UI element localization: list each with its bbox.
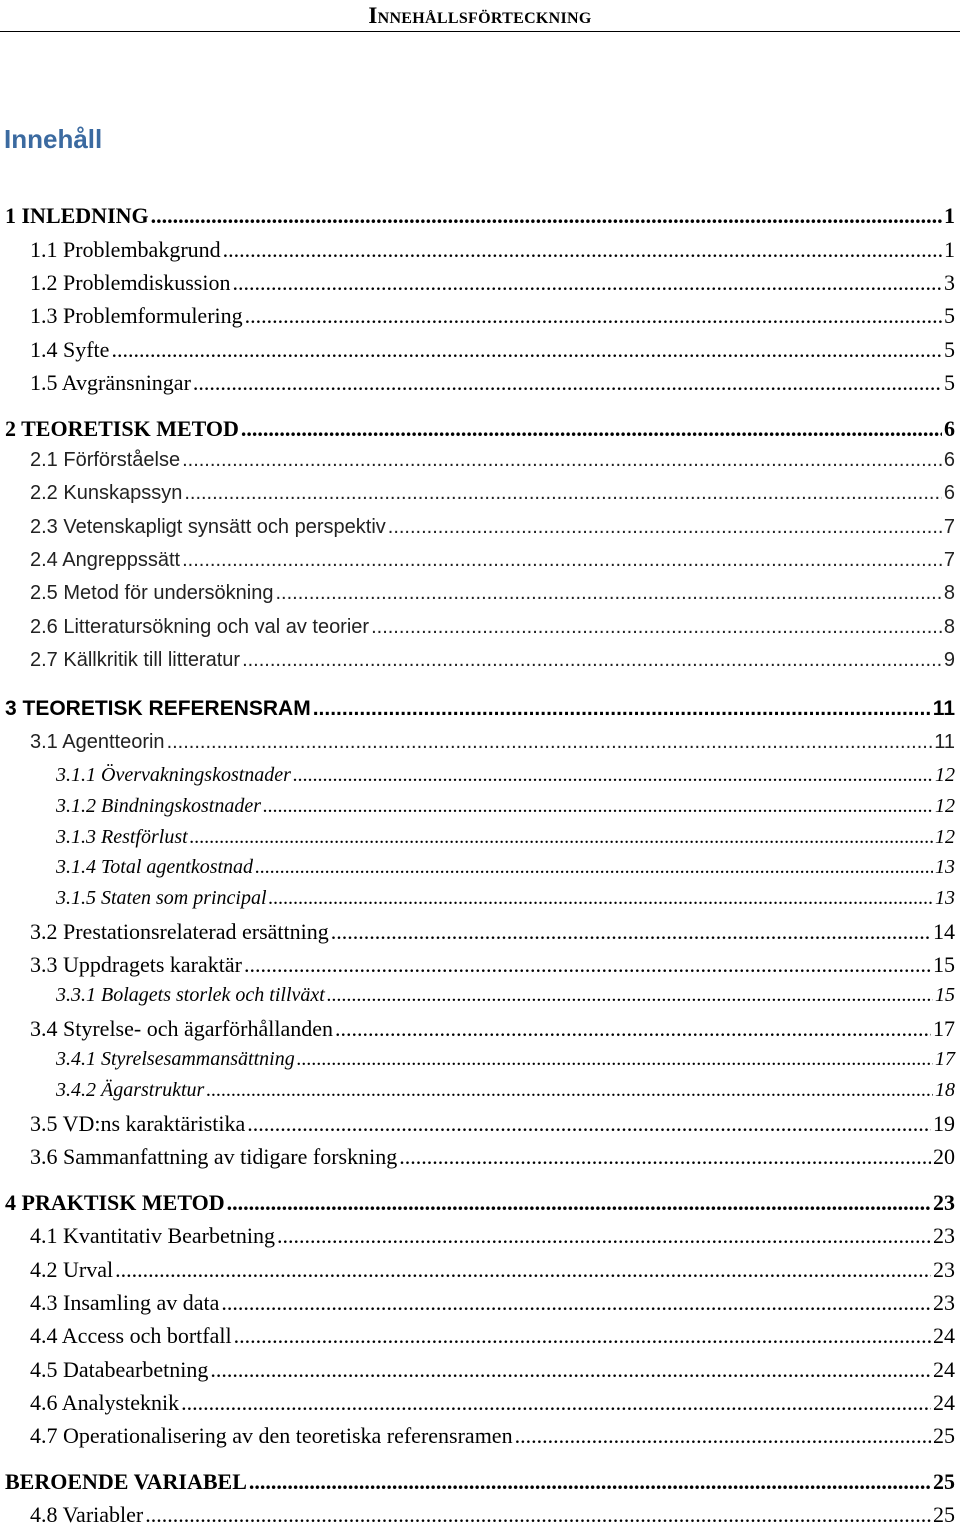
leader-dots — [244, 952, 931, 978]
toc-entry-page: 5 — [944, 303, 955, 328]
leader-dots — [327, 984, 933, 1007]
toc-entry-page: 1 — [944, 203, 955, 228]
toc-entry-page: 8 — [943, 582, 955, 604]
toc-entry[interactable] — [0, 449, 955, 472]
toc-entry-sub[interactable] — [0, 1048, 955, 1071]
toc-entry[interactable] — [0, 337, 955, 363]
toc-entry-page: 11 — [932, 697, 955, 720]
toc-entry-page: 23 — [933, 1257, 955, 1282]
toc-entry-label: 2 TEORETISK METOD — [5, 416, 239, 441]
toc-entry[interactable] — [0, 482, 955, 505]
toc-entry-page: 15 — [933, 952, 955, 977]
toc-entry-sub[interactable] — [0, 1079, 955, 1102]
toc-entry-label: 2.7 Källkritik till litteratur — [30, 649, 241, 671]
toc-entry-label: 3.2 Prestationsrelaterad ersättning — [30, 919, 329, 944]
toc-entry-page: 23 — [933, 1290, 955, 1315]
toc-entry[interactable] — [0, 1257, 955, 1283]
toc-entry-label: 4.4 Access och bortfall — [30, 1323, 232, 1348]
leader-dots — [249, 1469, 931, 1495]
toc-entry-page: 7 — [943, 516, 955, 538]
toc-entry[interactable] — [0, 1144, 955, 1170]
toc-entry-page: 23 — [933, 1190, 955, 1215]
toc-entry-page: 17 — [935, 1048, 955, 1070]
toc-entry[interactable] — [0, 303, 955, 329]
toc-entry-chapter-4[interactable] — [0, 1190, 955, 1216]
leader-dots — [221, 1290, 931, 1316]
toc-entry-label: 3.3.1 Bolagets storlek och tillväxt — [56, 984, 325, 1006]
toc-entry-page: 8 — [943, 616, 955, 638]
toc-entry-label: 4.2 Urval — [30, 1257, 114, 1282]
toc-entry-label: 2.1 Förförståelse — [30, 449, 181, 471]
leader-dots — [206, 1079, 933, 1102]
leader-dots — [313, 697, 931, 721]
header-rule — [0, 31, 960, 32]
toc-entry-label: 3 TEORETISK REFERENSRAM — [5, 697, 311, 720]
toc-entry-page: 7 — [943, 549, 955, 571]
toc-entry-label: 4.8 Variabler — [30, 1502, 144, 1527]
toc-entry-page: 12 — [935, 826, 955, 848]
toc-entry-chapter-1[interactable] — [0, 203, 955, 229]
toc-entry-label: 1.2 Problemdiskussion — [30, 270, 231, 295]
toc-entry-page: 24 — [933, 1323, 955, 1348]
toc-entry-label: 3.1.3 Restförlust — [56, 826, 188, 848]
toc-entry-page: 3 — [944, 270, 955, 295]
toc-entry-page: 15 — [935, 984, 955, 1006]
leader-dots — [331, 919, 931, 945]
leader-dots — [247, 1111, 931, 1137]
toc-entry-sub[interactable] — [0, 856, 955, 879]
toc-entry-page: 25 — [933, 1423, 955, 1448]
toc-entry[interactable] — [0, 237, 955, 263]
leader-dots — [276, 582, 942, 605]
toc-entry-page: 14 — [933, 919, 955, 944]
toc-entry-label: 3.1 Agentteorin — [30, 731, 165, 753]
toc-entry-label: 3.1.4 Total agentkostnad — [56, 856, 254, 878]
toc-entry[interactable] — [0, 649, 955, 672]
toc-entry[interactable] — [0, 1016, 955, 1042]
leader-dots — [210, 1357, 931, 1383]
toc-entry-page: 12 — [935, 795, 955, 817]
leader-dots — [269, 887, 933, 910]
toc-entry-label: 1.3 Problemformulering — [30, 303, 243, 328]
toc-entry[interactable] — [0, 1423, 955, 1449]
toc-entry-label: 3.4.1 Styrelsesammansättning — [56, 1048, 295, 1070]
toc-entry-page: 6 — [943, 482, 955, 504]
leader-dots — [181, 1390, 931, 1416]
toc-entry-label: 2.5 Metod för undersökning — [30, 582, 274, 604]
toc-entry-label: 3.6 Sammanfattning av tidigare forskning — [30, 1144, 398, 1169]
leader-dots — [241, 416, 942, 442]
toc-entry-label: 3.1.2 Bindningskostnader — [56, 795, 261, 817]
toc-entry-page: 25 — [933, 1469, 955, 1494]
running-header — [0, 0, 960, 30]
toc-entry-page: 9 — [943, 649, 955, 671]
toc-entry-label: 3.4 Styrelse- och ägarförhållanden — [30, 1016, 333, 1041]
toc-heading: Innehåll — [4, 124, 103, 154]
toc-entry[interactable] — [0, 731, 955, 754]
toc-entry-label: BEROENDE VARIABEL — [5, 1469, 247, 1494]
toc-entry-label: 1 INLEDNING — [5, 203, 149, 228]
running-header-title: Innehållsförteckning — [368, 3, 592, 28]
toc-entry-sub[interactable] — [0, 826, 955, 849]
toc-entry-page: 6 — [943, 449, 955, 471]
toc-entry-label: 2.2 Kunskapssyn — [30, 482, 183, 504]
toc-entry-label: 4.3 Insamling av data — [30, 1290, 220, 1315]
leader-dots — [515, 1423, 931, 1449]
leader-dots — [184, 482, 942, 505]
toc-entry-label: 4.7 Operationalisering av den teoretiska referensramen — [30, 1423, 513, 1448]
toc-entry-label: 1.4 Syfte — [30, 337, 110, 362]
toc-entry-page: 5 — [944, 370, 955, 395]
leader-dots — [277, 1223, 931, 1249]
leader-dots — [232, 270, 942, 296]
leader-dots — [182, 549, 942, 572]
toc-entry[interactable] — [0, 616, 955, 639]
toc-entry-section[interactable] — [0, 1469, 955, 1495]
leader-dots — [335, 1016, 931, 1042]
toc-entry[interactable] — [0, 582, 955, 605]
leader-dots — [193, 370, 942, 396]
toc-entry-label: 2.6 Litteratursökning och val av teorier — [30, 616, 370, 638]
leader-dots — [111, 337, 942, 363]
toc-entry-page: 17 — [933, 1016, 955, 1041]
toc-entry[interactable] — [0, 370, 955, 396]
toc-entry[interactable] — [0, 549, 955, 572]
toc-entry-chapter-3[interactable] — [0, 697, 955, 721]
toc-entry-page: 1 — [944, 237, 955, 262]
toc-entry-label: 3.3 Uppdragets karaktär — [30, 952, 242, 977]
toc-entry-label: 4 PRAKTISK METOD — [5, 1190, 225, 1215]
toc-entry-label: 3.5 VD:ns karaktäristika — [30, 1111, 246, 1136]
leader-dots — [167, 731, 933, 754]
leader-dots — [297, 1048, 933, 1071]
leader-dots — [145, 1502, 931, 1528]
toc-entry-page: 25 — [933, 1502, 955, 1527]
toc-entry-page: 23 — [933, 1223, 955, 1248]
toc-entry-page: 20 — [933, 1144, 955, 1169]
leader-dots — [227, 1190, 931, 1216]
toc-entry-page: 18 — [935, 1079, 955, 1101]
toc-entry-page: 13 — [935, 887, 955, 909]
toc-entry-label: 3.1.5 Staten som principal — [56, 887, 267, 909]
toc-entry[interactable] — [0, 1323, 955, 1349]
leader-dots — [234, 1323, 931, 1349]
toc-entry[interactable] — [0, 1502, 955, 1528]
leader-dots — [388, 516, 942, 539]
toc-entry-label: 3.1.1 Övervakningskostnader — [56, 764, 291, 786]
leader-dots — [255, 856, 933, 879]
toc-entry-label: 2.3 Vetenskapligt synsätt och perspektiv — [30, 516, 386, 538]
toc-entry-label: 4.1 Kvantitativ Bearbetning — [30, 1223, 275, 1248]
leader-dots — [182, 449, 942, 472]
toc-entry-page: 13 — [935, 856, 955, 878]
toc-entry-sub[interactable] — [0, 984, 955, 1007]
toc-entry-label: 4.6 Analysteknik — [30, 1390, 180, 1415]
toc-entry[interactable] — [0, 1111, 955, 1137]
toc-entry-page: 24 — [933, 1357, 955, 1382]
toc-entry[interactable] — [0, 1223, 955, 1249]
toc-entry[interactable] — [0, 270, 955, 296]
leader-dots — [371, 616, 942, 639]
toc-entry[interactable] — [0, 1290, 955, 1316]
toc-entry[interactable] — [0, 919, 955, 945]
toc-entry-label: 1.1 Problembakgrund — [30, 237, 221, 262]
leader-dots — [242, 649, 942, 672]
toc-entry-page: 12 — [935, 764, 955, 786]
leader-dots — [151, 203, 942, 229]
toc-entry-page: 11 — [934, 731, 955, 753]
toc-entry[interactable] — [0, 1357, 955, 1383]
toc-entry-page: 6 — [944, 416, 955, 441]
toc-entry-page: 24 — [933, 1390, 955, 1415]
leader-dots — [190, 826, 933, 849]
toc-entry[interactable] — [0, 1390, 955, 1416]
toc-entry-page: 19 — [933, 1111, 955, 1136]
leader-dots — [223, 237, 942, 263]
leader-dots — [245, 303, 942, 329]
toc-entry-sub[interactable] — [0, 795, 955, 818]
leader-dots — [115, 1257, 931, 1283]
toc-entry-label: 3.4.2 Ägarstruktur — [56, 1079, 205, 1101]
leader-dots — [399, 1144, 931, 1170]
toc-entry-sub[interactable] — [0, 764, 955, 787]
toc-entry-label: 2.4 Angreppssätt — [30, 549, 181, 571]
toc-entry-label: 4.5 Databearbetning — [30, 1357, 209, 1382]
toc-entry-label: 1.5 Avgränsningar — [30, 370, 191, 395]
toc-entry-page: 5 — [944, 337, 955, 362]
toc-entry-sub[interactable] — [0, 887, 955, 910]
leader-dots — [293, 764, 933, 787]
toc-entry[interactable] — [0, 952, 955, 978]
leader-dots — [263, 795, 933, 818]
toc-entry-chapter-2[interactable] — [0, 416, 955, 442]
toc-entry[interactable] — [0, 516, 955, 539]
